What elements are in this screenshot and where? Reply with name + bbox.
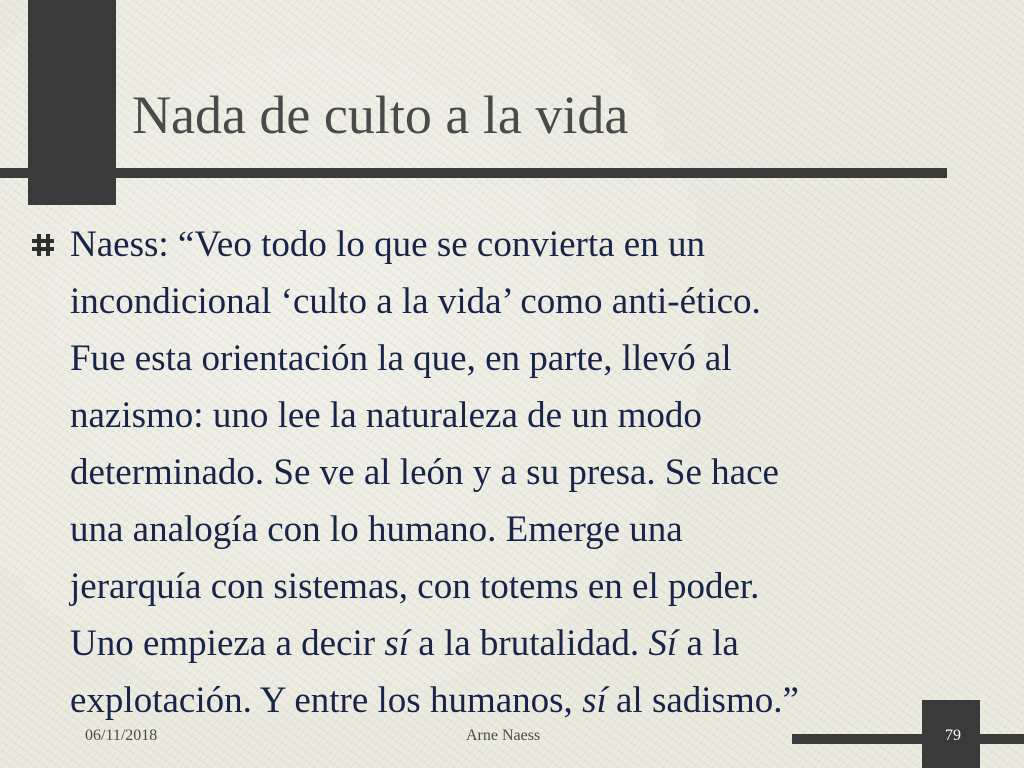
title-divider-bar (0, 168, 947, 178)
body-line (70, 273, 970, 330)
body-text-run: explotación. Y entre los humanos, (70, 680, 583, 721)
footer-divider-bar (792, 734, 1024, 744)
hash-bullet-icon (30, 232, 56, 258)
emphasis-text: Sí (648, 623, 678, 664)
emphasis-text: sí (582, 680, 607, 721)
body-text-run: incondicional ‘culto a la vida’ como anti-ético. (70, 281, 761, 322)
body-line (70, 387, 970, 444)
body-text-run: Fue esta orientación la que, en parte, llevó al (70, 338, 732, 379)
body-text-run: a la brutalidad. (409, 623, 649, 664)
body-line (70, 501, 970, 558)
emphasis-text: sí (384, 623, 410, 664)
body-text-run: una analogía con lo humano. Emerge una (70, 509, 683, 550)
footer-date: 06/11/2018 (85, 727, 158, 744)
quote-body-text (70, 216, 970, 729)
body-text-run: jerarquía con sistemas, con totems en el poder. (70, 566, 760, 607)
body-text-run: a la (677, 623, 739, 664)
body-text-run: determinado. Se ve al león y a su presa. Se hace (70, 452, 779, 493)
body-line (70, 216, 970, 273)
slide-title: Nada de culto a la vida (132, 85, 629, 145)
body-line (70, 558, 970, 615)
body-line (70, 444, 970, 501)
body-line (70, 330, 970, 387)
body-line (70, 672, 970, 729)
body-text-run: Uno empieza a decir (70, 623, 385, 664)
footer-author: Arne Naess (466, 727, 541, 744)
body-text-run: al sadismo.” (606, 680, 799, 721)
body-text-run: nazismo: uno lee la naturaleza de un modo (70, 395, 702, 436)
body-line (70, 615, 970, 672)
body-text-run: Naess: “Veo todo lo que se convierta en un (70, 224, 705, 265)
page-number: 79 (945, 727, 961, 744)
